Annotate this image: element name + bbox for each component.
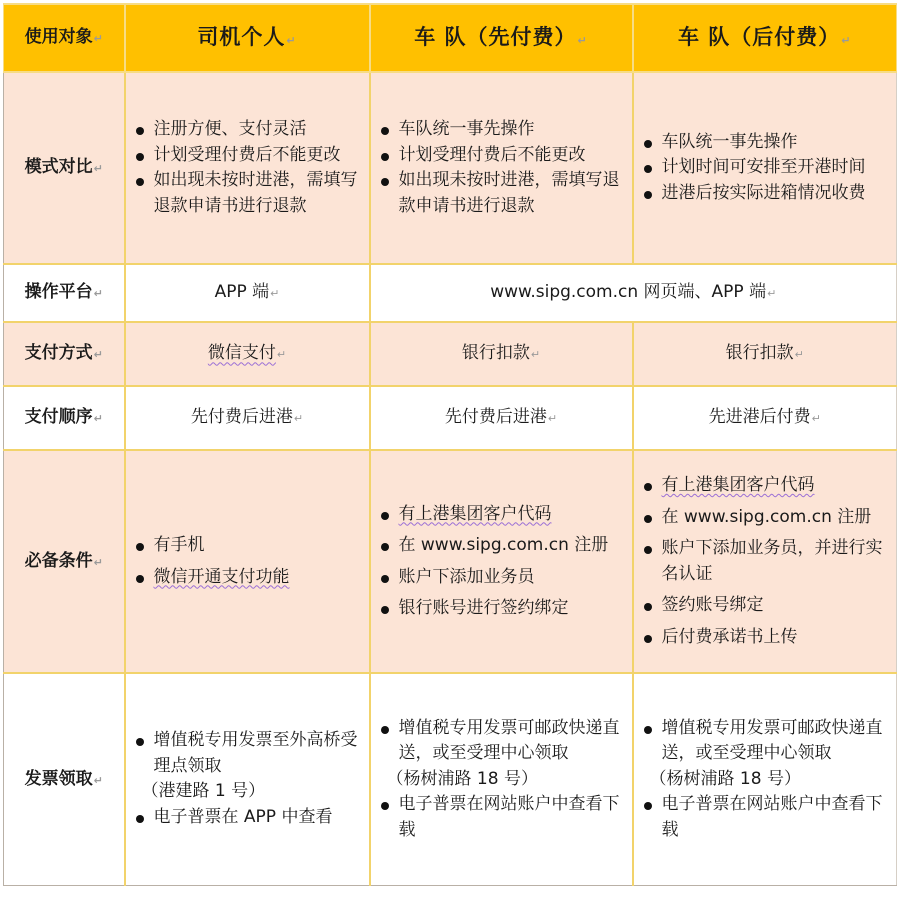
list-item	[134, 533, 363, 559]
list-item-text: 注册方便、支付灵活	[153, 119, 307, 139]
list-item-text: 电子普票在 APP 中查看	[153, 806, 333, 827]
bullet-list	[634, 130, 897, 207]
bullet-list	[371, 117, 632, 219]
list-item-text: 增值税专用发票可邮政快递直送，或至受理中心领取	[398, 717, 620, 763]
list-item-text: 账户下添加业务员	[398, 566, 535, 587]
row-label-text: 模式对比	[24, 157, 93, 178]
row-label-requirements	[4, 450, 125, 673]
cell-requirements-driver	[125, 450, 370, 673]
cell-payment-order-fleet-postpay	[633, 386, 897, 450]
list-item-text: 车队统一事先操作	[398, 119, 535, 139]
cell-mode-fleet-postpay	[633, 72, 897, 264]
list-item-note: （港建路 1 号）	[141, 781, 266, 802]
cell-payment-order-fleet-prepay	[370, 386, 633, 450]
row-label-text: 必备条件	[24, 550, 93, 571]
paragraph-mark-icon: ↵	[93, 348, 103, 362]
row-label-payment-method	[4, 322, 125, 386]
list-item	[642, 473, 891, 499]
row-label-text: 发票领取	[24, 768, 93, 789]
header-col-driver-text: 司机个人	[197, 25, 286, 50]
row-mode	[4, 72, 897, 264]
list-item	[642, 536, 891, 587]
header-col-fleet-prepay-text: 车 队（先付费）	[414, 25, 577, 50]
row-payment-order	[4, 386, 897, 450]
cell-requirements-fleet-prepay	[370, 450, 633, 673]
list-item	[642, 181, 891, 207]
list-item	[379, 117, 626, 143]
list-item	[379, 168, 626, 219]
paragraph-mark-icon: ↵	[93, 773, 103, 787]
cell-text: 银行扣款	[461, 343, 530, 364]
paragraph-mark-icon: ↵	[530, 348, 541, 362]
list-item	[642, 505, 891, 531]
cell-text: 银行扣款	[725, 343, 794, 364]
row-label-invoice	[4, 673, 125, 885]
list-item	[379, 565, 626, 591]
list-item	[642, 625, 891, 651]
list-item	[379, 502, 626, 528]
list-item	[379, 533, 626, 559]
cell-text: 先付费后进港	[190, 407, 293, 428]
cell-text: 先进港后付费	[708, 407, 811, 428]
cell-text: 先付费后进港	[444, 407, 547, 428]
list-item	[134, 117, 363, 143]
row-payment-method	[4, 322, 897, 386]
list-item-text: 银行账号进行签约绑定	[398, 598, 569, 618]
list-item	[642, 792, 891, 843]
paragraph-mark-icon: ↵	[286, 34, 297, 48]
list-item-text: 有手机	[153, 535, 205, 555]
cell-payment-method-fleet-postpay	[633, 322, 897, 386]
row-invoice	[4, 673, 897, 885]
cell-platform-fleet	[370, 264, 897, 322]
paragraph-mark-icon: ↵	[93, 412, 103, 426]
cell-invoice-fleet-prepay	[370, 673, 633, 885]
paragraph-mark-icon: ↵	[811, 412, 821, 426]
list-item-text: 车队统一事先操作	[661, 131, 798, 152]
list-item-text: 后付费承诺书上传	[661, 626, 798, 647]
list-item	[642, 593, 891, 619]
list-item-text: 如出现未按时进港，需填写退款申请书进行退款	[398, 170, 620, 216]
list-item-text: 有上港集团客户代码	[398, 503, 552, 524]
cell-platform-driver	[125, 264, 370, 322]
list-item-text: 账户下添加业务员，并进行实名认证	[661, 538, 883, 584]
bullet-list	[371, 502, 632, 622]
header-row-label	[4, 4, 125, 72]
paragraph-mark-icon: ↵	[93, 32, 103, 46]
header-col-fleet-postpay	[633, 4, 897, 72]
cell-mode-driver	[125, 72, 370, 264]
list-item-text: 进港后按实际进箱情况收费	[661, 182, 866, 203]
header-col-fleet-prepay	[370, 4, 633, 72]
paragraph-mark-icon: ↵	[794, 348, 804, 362]
comparison-table	[3, 3, 897, 886]
bullet-list	[634, 473, 897, 650]
row-label-platform	[4, 264, 125, 322]
list-item-text: 计划受理付费后不能更改	[153, 144, 341, 165]
list-item-text: 签约账号绑定	[661, 595, 764, 615]
list-item	[642, 155, 891, 181]
cell-text: 微信支付	[207, 343, 276, 364]
header-row	[4, 4, 897, 72]
cell-text: www.sipg.com.cn 网页端、APP 端	[490, 282, 767, 303]
row-label-text: 支付顺序	[24, 407, 93, 428]
row-label-mode	[4, 72, 125, 264]
list-item	[642, 716, 891, 793]
list-item	[379, 596, 626, 622]
cell-payment-order-driver	[125, 386, 370, 450]
paragraph-mark-icon: ↵	[270, 287, 280, 301]
paragraph-mark-icon: ↵	[577, 34, 588, 48]
row-platform	[4, 264, 897, 322]
list-item-text: 如出现未按时进港，需填写退款申请书进行退款	[153, 170, 358, 216]
bullet-list	[126, 533, 369, 590]
paragraph-mark-icon: ↵	[93, 555, 103, 569]
row-label-text: 支付方式	[24, 343, 93, 364]
row-requirements	[4, 450, 897, 673]
list-item-text: 电子普票在网站账户中查看下载	[661, 794, 883, 840]
list-item-note: （杨树浦路 18 号）	[386, 768, 538, 789]
list-item-text: 在 www.sipg.com.cn 注册	[661, 506, 872, 527]
header-row-label-text: 使用对象	[24, 27, 93, 48]
paragraph-mark-icon: ↵	[841, 34, 852, 48]
list-item-text: 有上港集团客户代码	[661, 475, 815, 495]
bullet-list	[634, 716, 897, 844]
list-item-text: 微信开通支付功能	[153, 566, 290, 587]
header-col-driver	[125, 4, 370, 72]
list-item	[134, 168, 363, 219]
header-col-fleet-postpay-text: 车 队（后付费）	[677, 25, 841, 50]
paragraph-mark-icon: ↵	[293, 412, 304, 426]
cell-mode-fleet-prepay	[370, 72, 633, 264]
bullet-list	[371, 716, 632, 844]
cell-text: APP 端	[214, 282, 270, 303]
list-item	[134, 805, 363, 831]
paragraph-mark-icon: ↵	[547, 412, 558, 426]
bullet-list	[126, 117, 369, 219]
cell-requirements-fleet-postpay	[633, 450, 897, 673]
paragraph-mark-icon: ↵	[767, 287, 777, 301]
cell-invoice-driver	[125, 673, 370, 885]
list-item-text: 增值税专用发票可邮政快递直送，或至受理中心领取	[661, 717, 883, 763]
list-item	[379, 792, 626, 843]
cell-payment-method-driver	[125, 322, 370, 386]
paragraph-mark-icon: ↵	[93, 287, 103, 301]
list-item-text: 计划时间可安排至开港时间	[661, 157, 866, 178]
list-item	[379, 143, 626, 169]
row-label-text: 操作平台	[24, 282, 93, 303]
list-item	[642, 130, 891, 156]
paragraph-mark-icon: ↵	[276, 348, 287, 362]
list-item	[134, 728, 363, 805]
list-item-text: 电子普票在网站账户中查看下载	[398, 794, 620, 840]
paragraph-mark-icon: ↵	[93, 162, 103, 176]
list-item-text: 计划受理付费后不能更改	[398, 144, 586, 165]
bullet-list	[126, 728, 369, 830]
cell-invoice-fleet-postpay	[633, 673, 897, 885]
list-item-text: 增值税专用发票至外高桥受理点领取	[153, 730, 358, 776]
list-item-text: 在 www.sipg.com.cn 注册	[398, 535, 609, 555]
list-item	[379, 716, 626, 793]
row-label-payment-order	[4, 386, 125, 450]
cell-payment-method-fleet-prepay	[370, 322, 633, 386]
list-item-note: （杨树浦路 18 号）	[649, 768, 801, 789]
list-item	[134, 565, 363, 591]
list-item	[134, 143, 363, 169]
